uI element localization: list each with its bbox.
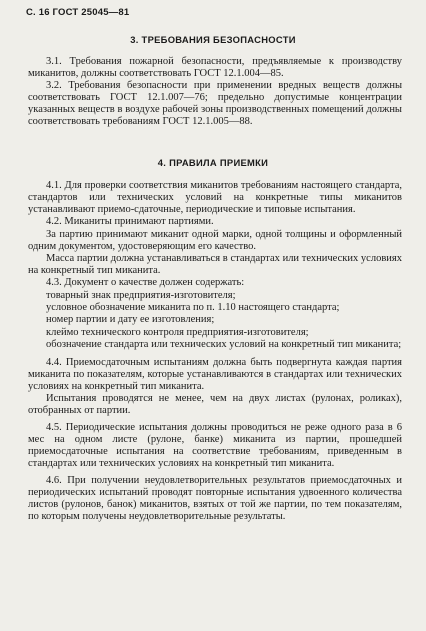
doc-item: условное обозначение миканита по п. 1.10 настоящего стандарта; — [46, 302, 340, 314]
doc-item: клеймо технического контроля предприятия-изготовителя; — [46, 326, 309, 338]
paragraph-4-4-tests: Испытания проводятся не менее, чем на двух листах (рулонах, роликах), отобранных от партии. — [28, 392, 402, 416]
paragraph-4-5: 4.5. Периодические испытания должны проводиться не реже одного раза в 6 мес на одном листе (рулоне, банке) миканита из партии, прошедшей приемосдаточные испытания на соответствие требованиям, приведенным в стандартах или технических условиях на конкретный тип миканита. — [28, 422, 402, 469]
section-3-title: 3. ТРЕБОВАНИЯ БЕЗОПАСНОСТИ — [130, 34, 296, 45]
paragraph-4-1: 4.1. Для проверки соответствия миканитов требованиям настоящего стандарта, стандартов или технических условий на конкретные типы миканитов устанавливают приемо-сдаточные, периодические и типовые испытания. — [28, 180, 402, 215]
paragraph-4-2: 4.2. Миканиты принимают партиями. — [46, 216, 214, 228]
paragraph-4-4: 4.4. Приемосдаточным испытаниям должна быть подвергнута каждая партия миканита по показателям, которые устанавливаются в стандартах или технических условиях на конкретный тип миканита. — [28, 356, 402, 392]
section-4-body — [28, 180, 402, 523]
section-4-title: 4. ПРАВИЛА ПРИЕМКИ — [157, 157, 269, 168]
paragraph-4-2-mass: Масса партии должна устанавливаться в стандартах или технических условиях на конкретный тип миканита. — [28, 252, 402, 276]
paragraph-4-6: 4.6. При получении неудовлетворительных результатов приемосдаточных и периодических испытаний проводят повторные испытания удвоенного количества листов (рулонов, банок) миканитов, взятых от той же партии, по тем показателям, по которым получены неудовлетворительные результаты. — [28, 475, 402, 523]
paragraph-3-2: 3.2. Требования безопасности при применении вредных веществ должны соответствовать ГОСТ 12.1.007—76; предельно допустимые концентрации указанных веществ в воздухе рабочей зоны производственных помещений должны соответствовать требованиям ГОСТ 12.1.005—88. — [28, 80, 402, 128]
doc-item: обозначение стандарта или технических условий на конкретный тип миканита; — [46, 339, 402, 351]
doc-item: номер партии и дату ее изготовления; — [46, 314, 215, 326]
section-3-body — [28, 56, 402, 128]
paragraph-4-3: 4.3. Документ о качестве должен содержать: — [46, 277, 245, 289]
paragraph-4-2-lot: За партию принимают миканит одной марки, одной толщины и оформленный одним документом, удостоверяющим его качество. — [28, 228, 402, 252]
doc-item: товарный знак предприятия-изготовителя; — [46, 289, 236, 301]
page-header: С. 16 ГОСТ 25045—81 — [26, 7, 130, 18]
paragraph-3-1: 3.1. Требования пожарной безопасности, предъявляемые к производству миканитов, должны соответствовать ГОСТ 12.1.004—85. — [28, 56, 402, 79]
